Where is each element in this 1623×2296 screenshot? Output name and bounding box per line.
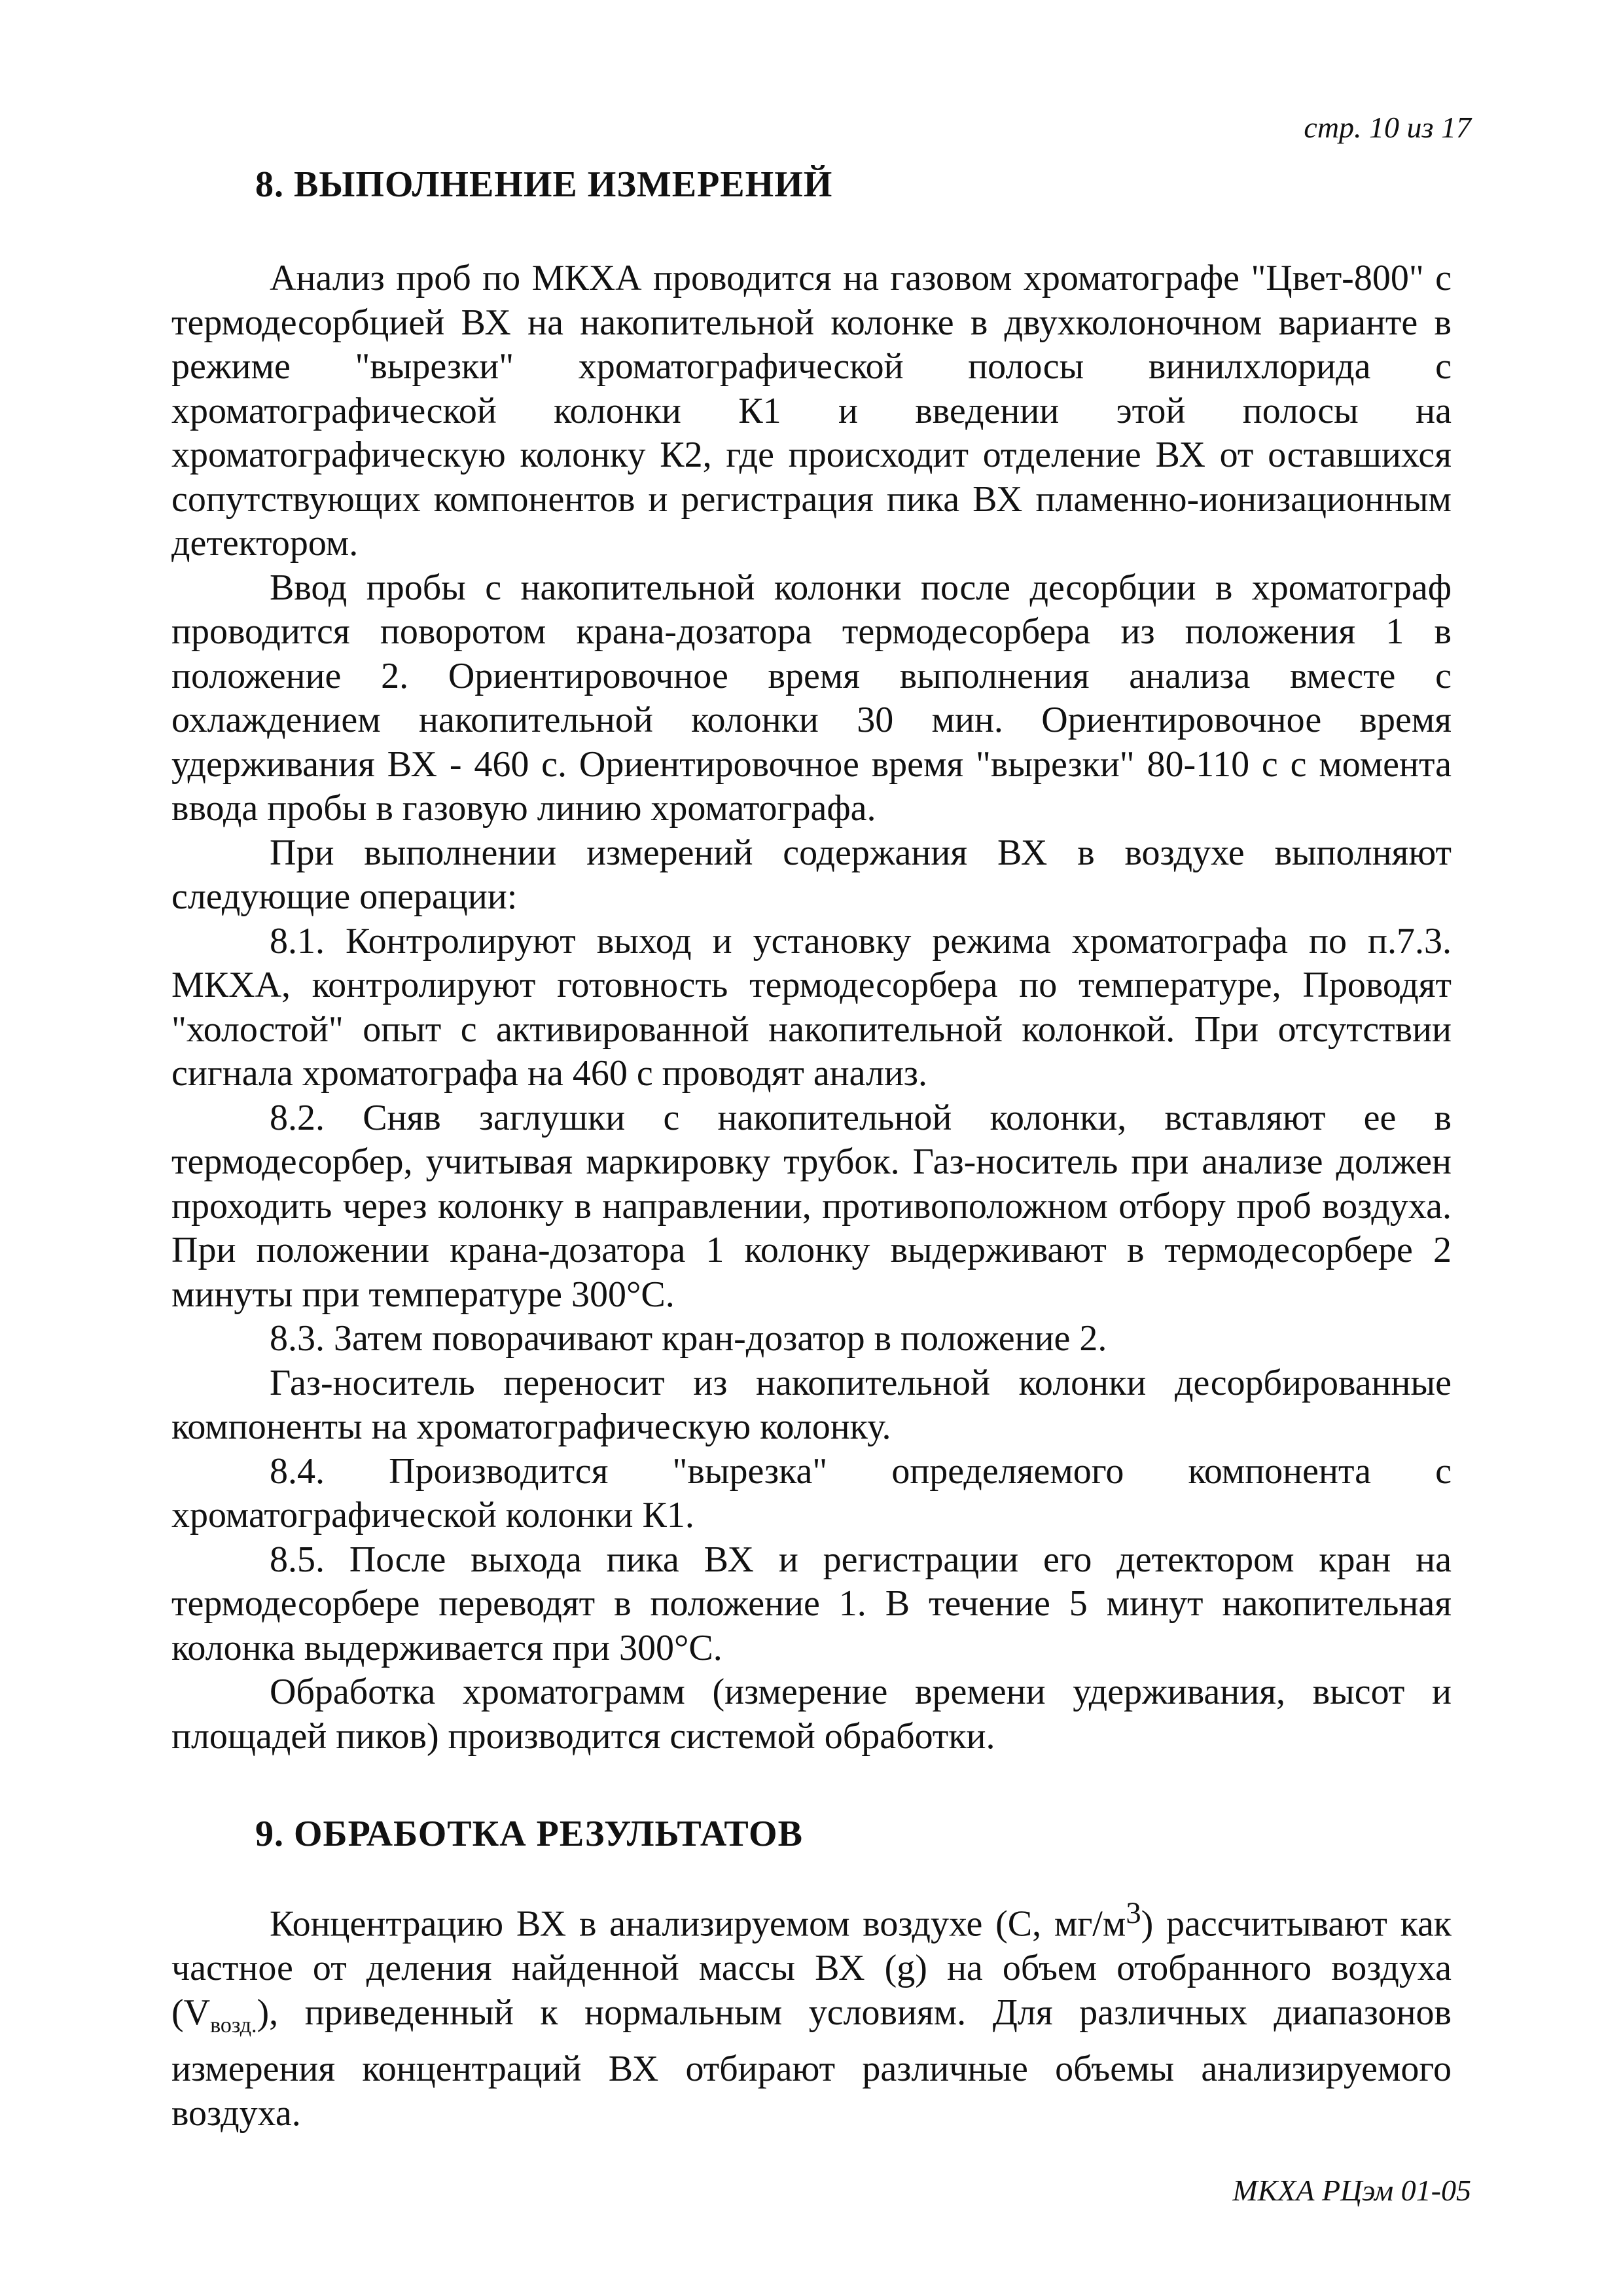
paragraph: При выполнении измерений содержания ВХ в воздухе выполняют следующие операции: xyxy=(171,832,1452,917)
paragraph: 8.4. Производится "вырезка" определяемого компонента с хроматографической колонки К1. xyxy=(171,1450,1452,1535)
text-run: ) рассчитывают как частное от деления найденной массы ВХ (g) на объем отобранного воздуха (V xyxy=(171,1903,1452,2033)
paragraph: Ввод пробы с накопительной колонки после десорбции в хроматограф проводится поворотом крана-дозатора термодесорбера из положения 1 в положение 2. Ориентировочное время выполнения анализа вместе с охлаждением накопительной колонки 30 мин. Ориентировочное время удерживания ВХ - 460 с. Ориентировочное время "вырезки" 80-110 с с момента ввода пробы в газовую линию хроматографа. xyxy=(171,567,1452,829)
paragraph: 8.3. Затем поворачивают кран-дозатор в положение 2. xyxy=(270,1318,1107,1359)
subscript: возд. xyxy=(210,2013,257,2037)
paragraph: 8.1. Контролируют выход и установку режима хроматографа по п.7.3. МКХА, контролируют готовность термодесорбера по температуре, Проводят "холостой" опыт с активированной накопительной колонкой. При отсутствии сигнала хроматографа на 460 с проводят анализ. xyxy=(171,920,1452,1094)
paragraph: Газ-носитель переносит из накопительной колонки десорбированные компоненты на хроматографическую колонку. xyxy=(171,1362,1452,1447)
text-run: ), приведенный к нормальным условиям. Для различных диапазонов измерения концентраций ВХ отбирают различные объемы анализируемого воздуха. xyxy=(171,1992,1452,2134)
section-8-heading: 8. ВЫПОЛНЕНИЕ ИЗМЕРЕНИЙ xyxy=(255,164,833,205)
superscript: 3 xyxy=(1126,1896,1141,1930)
paragraph xyxy=(171,1892,1452,2136)
paragraph: 8.2. Сняв заглушки с накопительной колонки, вставляют ее в термодесорбер, учитывая маркировку трубок. Газ-носитель при анализе должен проходить через колонку в направлении, противоположном отбору проб воздуха. При положении крана-дозатора 1 колонку выдерживают в термодесорбере 2 минуты при температуре 300°С. xyxy=(171,1097,1452,1315)
paragraph: Анализ проб по МКХА проводится на газовом хроматографе "Цвет-800" с термодесорбцией ВХ на накопительной колонке в двухколоночном варианте в режиме "вырезки" хроматографической полосы винилхлорида с хроматографической колонки К1 и введении этой полосы на хроматографическую колонку К2, где происходит отделение ВХ от оставшихся сопутствующих компонентов и регистрация пика ВХ пламенно-ионизационным детектором. xyxy=(171,258,1452,564)
section-9-heading: 9. ОБРАБОТКА РЕЗУЛЬТАТОВ xyxy=(255,1814,803,1854)
paragraph: 8.5. После выхода пика ВХ и регистрации его детектором кран на термодесорбере переводят в положение 1. В течение 5 минут накопительная колонка выдерживается при 300°С. xyxy=(171,1539,1452,1668)
section-8-body xyxy=(171,257,1452,1759)
document-code: МКХА РЦэм 01-05 xyxy=(1232,2174,1471,2207)
section-9-body xyxy=(171,1892,1452,2136)
paragraph: Обработка хроматограмм (измерение времени удерживания, высот и площадей пиков) производится системой обработки. xyxy=(171,1672,1452,1757)
page-number: стр. 10 из 17 xyxy=(1304,111,1471,144)
text-run: Концентрацию ВХ в анализируемом воздухе (С, мг/м xyxy=(270,1903,1126,1945)
